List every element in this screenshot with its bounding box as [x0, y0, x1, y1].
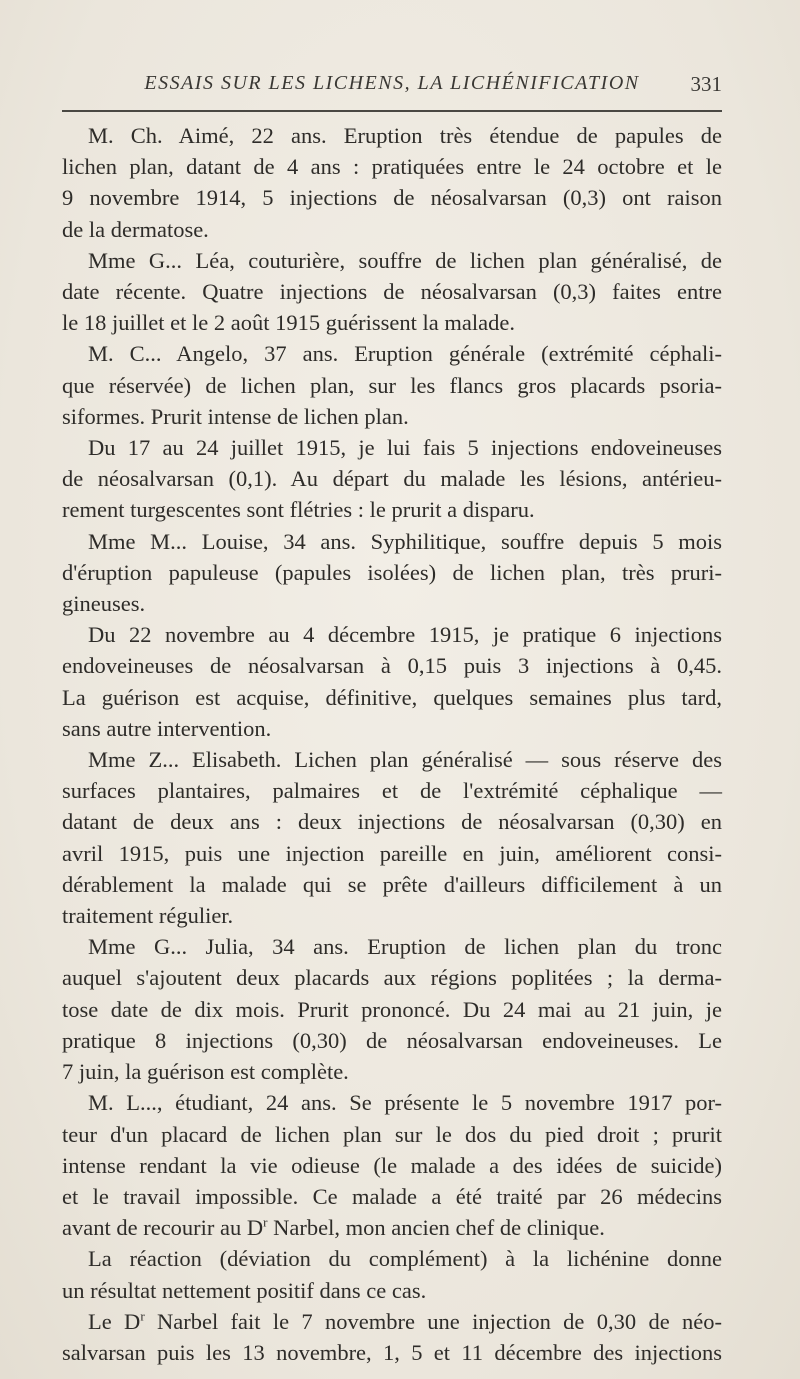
text-line: intense rendant la vie odieuse (le malade a des idées de suicide): [62, 1152, 722, 1178]
text-line: que réservée) de lichen plan, sur les flancs gros placards psoria-: [62, 372, 722, 398]
text-line: teur d'un placard de lichen plan sur le dos du pied droit ; prurit: [62, 1121, 722, 1147]
text-line: salvarsan puis les 13 novembre, 1, 5 et 11 décembre des injections: [62, 1339, 722, 1365]
text-line: La réaction (déviation du complément) à la lichénine donne: [88, 1246, 722, 1272]
text-line: pratique 8 injections (0,30) de néosalvarsan endoveineuses. Le: [62, 1027, 722, 1053]
text-line: [62, 1212, 722, 1243]
text-fragment: Narbel fait le 7 novembre une injection de 0,30 de néo-: [144, 1308, 722, 1334]
text-line: traitement régulier.: [62, 903, 234, 929]
text-line: avril 1915, puis une injection pareille en juin, améliorent consi-: [62, 840, 722, 866]
text-line: d'éruption papuleuse (papules isolées) de lichen plan, très pruri-: [62, 559, 722, 585]
paragraph: [62, 1306, 722, 1368]
page-number: 331: [690, 72, 722, 96]
page-header: [62, 72, 722, 104]
text-line: sans autre intervention.: [62, 715, 272, 741]
paragraph: [62, 120, 722, 245]
text-line: Mme M... Louise, 34 ans. Syphilitique, souffre depuis 5 mois: [88, 528, 722, 554]
text-line: surfaces plantaires, palmaires et de l'extrémité céphalique —: [62, 778, 722, 804]
text-line: Du 17 au 24 juillet 1915, je lui fais 5 injections endoveineuses: [88, 435, 722, 461]
text-line: M. C... Angelo, 37 ans. Eruption générale (extrémité céphali-: [88, 341, 722, 367]
text-line: siformes. Prurit intense de lichen plan.: [62, 403, 409, 429]
paragraph: [62, 432, 722, 526]
paragraph: [62, 931, 722, 1087]
text-fragment: avant de recourir au D: [62, 1215, 264, 1241]
text-line: endoveineuses de néosalvarsan à 0,15 puis 3 injections à 0,45.: [62, 653, 722, 679]
text-line: [62, 1306, 722, 1337]
text-line: date récente. Quatre injections de néosalvarsan (0,3) faites entre: [62, 279, 722, 305]
paragraph: [62, 245, 722, 339]
text-line: Du 22 novembre au 4 décembre 1915, je pratique 6 injections: [88, 622, 722, 648]
paragraph: [62, 619, 722, 744]
header-rule: [62, 110, 722, 112]
text-line: rement turgescentes sont flétries : le prurit a disparu.: [62, 497, 535, 523]
text-line: gineuses.: [62, 591, 146, 617]
text-line: Mme G... Julia, 34 ans. Eruption de lichen plan du tronc: [88, 934, 722, 960]
paragraph: [62, 744, 722, 931]
text-line: 7 juin, la guérison est complète.: [62, 1059, 349, 1085]
text-line: dérablement la malade qui se prête d'ailleurs difficilement à un: [62, 871, 722, 897]
text-line: et le travail impossible. Ce malade a été traité par 26 médecins: [62, 1183, 722, 1209]
text-line: de néosalvarsan (0,1). Au départ du malade les lésions, antérieu-: [62, 466, 722, 492]
body-text: [62, 120, 722, 1368]
text-line: auquel s'ajoutent deux placards aux régions poplitées ; la derma-: [62, 965, 722, 991]
text-fragment: Le D: [88, 1308, 141, 1334]
text-line: un résultat nettement positif dans ce cas.: [62, 1277, 427, 1303]
paragraph: [62, 1087, 722, 1243]
text-line: lichen plan, datant de 4 ans : pratiquées entre le 24 octobre et le: [62, 154, 722, 180]
text-line: Mme G... Léa, couturière, souffre de lichen plan généralisé, de: [88, 247, 722, 273]
paragraph: [62, 338, 722, 432]
text-line: Mme Z... Elisabeth. Lichen plan généralisé — sous réserve des: [88, 747, 722, 773]
text-line: 9 novembre 1914, 5 injections de néosalvarsan (0,3) ont raison: [62, 185, 722, 211]
text-line: M. L..., étudiant, 24 ans. Se présente le 5 novembre 1917 por-: [88, 1090, 722, 1116]
paragraph: [62, 1243, 722, 1305]
text-line: tose date de dix mois. Prurit prononcé. Du 24 mai au 21 juin, je: [62, 996, 722, 1022]
text-line: M. Ch. Aimé, 22 ans. Eruption très étendue de papules de: [88, 123, 722, 148]
text-line: La guérison est acquise, définitive, quelques semaines plus tard,: [62, 684, 722, 710]
running-title: ESSAIS SUR LES LICHENS, LA LICHÉNIFICATION: [144, 72, 640, 94]
superscript: r: [140, 1308, 145, 1324]
text-line: le 18 juillet et le 2 août 1915 guérissent la malade.: [62, 310, 515, 336]
text-fragment: Narbel, mon ancien chef de clinique.: [267, 1215, 605, 1241]
superscript: r: [263, 1214, 268, 1230]
paragraph: [62, 526, 722, 620]
text-line: de la dermatose.: [62, 216, 209, 242]
text-line: datant de deux ans : deux injections de néosalvarsan (0,30) en: [62, 809, 722, 835]
